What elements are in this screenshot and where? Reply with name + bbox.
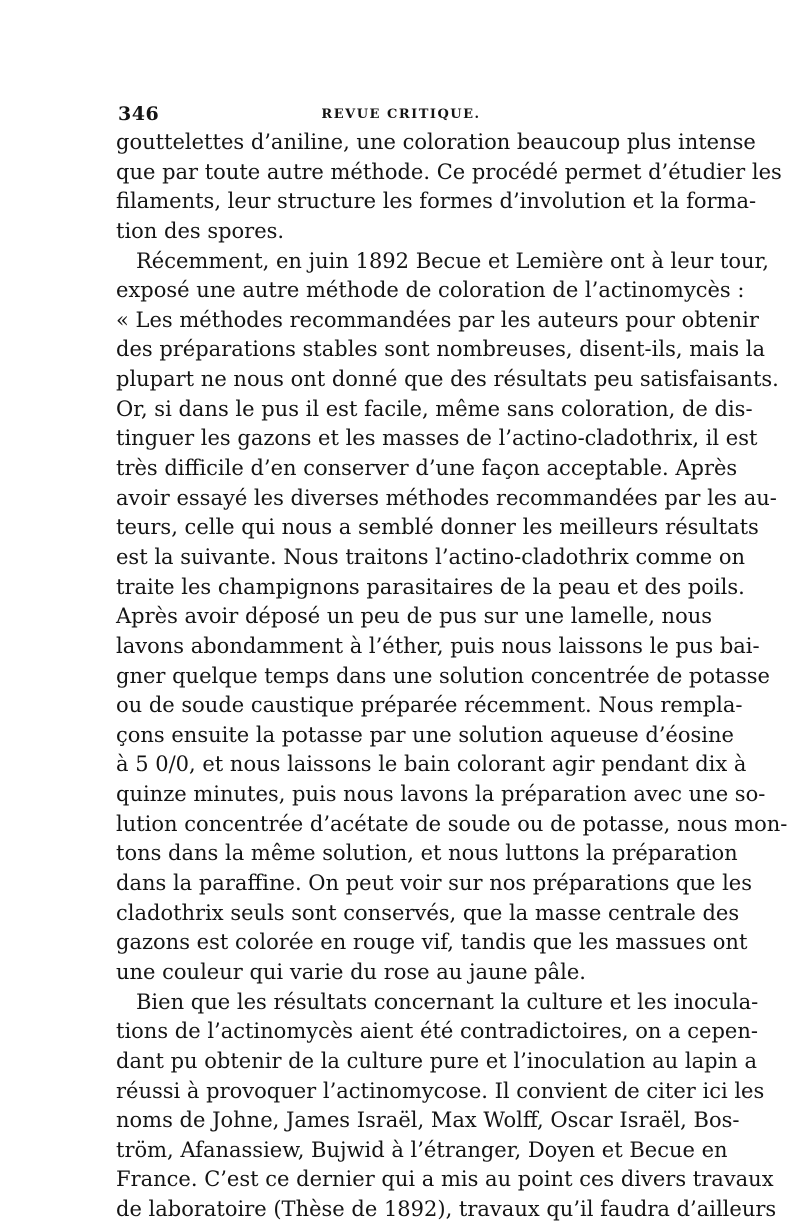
text-line: ou de soude caustique préparée récemment. Nous rempla- (116, 693, 743, 718)
text-line: tons dans la même solution, et nous luttons la préparation (116, 841, 738, 866)
text-line: exposé une autre méthode de coloration de l’actinomycès : (116, 278, 745, 303)
text-line: « Les méthodes recommandées par les auteurs pour obtenir (116, 307, 759, 332)
text-line: dant pu obtenir de la culture pure et l’inoculation au lapin a (116, 1048, 758, 1073)
text-line: gazons est colorée en rouge vif, tandis que les massues ont (116, 930, 748, 955)
text-line: noms de Johne, James Israël, Max Wolff, Oscar Israël, Bos- (116, 1108, 740, 1133)
text-line: Récemment, en juin 1892 Becue et Lemière ont à leur tour, (136, 248, 769, 273)
text-line: de laboratoire (Thèse de 1892), travaux qu’il faudra d’ailleurs (116, 1197, 777, 1222)
text-line: une couleur qui varie du rose au jaune pâle. (116, 959, 586, 984)
text-line: çons ensuite la potasse par une solution aqueuse d’éosine (116, 722, 734, 747)
text-line: à 5 0/0, et nous laissons le bain colorant agir pendant dix à (116, 752, 747, 777)
text-line: Après avoir déposé un peu de pus sur une lamelle, nous (116, 604, 713, 629)
body-text (116, 128, 788, 1225)
text-line: tion des spores. (116, 218, 285, 243)
text-line: gouttelettes d’aniline, une coloration beaucoup plus intense (116, 130, 756, 154)
text-line: filaments, leur structure les formes d’involution et la forma- (116, 189, 757, 214)
text-line: que par toute autre méthode. Ce procédé permet d’étudier les (116, 159, 782, 184)
text-line: réussi à provoquer l’actinomycose. Il convient de citer ici les (116, 1078, 765, 1103)
text-line: lution concentrée d’acétate de soude ou de potasse, nous mon- (116, 811, 788, 836)
running-head: REVUE CRITIQUE. (321, 107, 481, 122)
text-line: tröm, Afanassiew, Bujwid à l’étranger, Doyen et Becue en (116, 1137, 728, 1162)
page-header (118, 103, 684, 129)
text-line: dans la paraffine. On peut voir sur nos préparations que les (116, 871, 753, 896)
text-line: quinze minutes, puis nous lavons la préparation avec une so- (116, 782, 766, 807)
text-line: traite les champignons parasitaires de la peau et des poils. (116, 574, 745, 599)
page-number: 346 (118, 103, 160, 125)
text-line: gner quelque temps dans une solution concentrée de potasse (116, 663, 770, 688)
text-line: Or, si dans le pus il est facile, même sans coloration, de dis- (116, 396, 753, 421)
text-line: cladothrix seuls sont conservés, que la masse centrale des (116, 900, 740, 925)
text-line: des préparations stables sont nombreuses, disent-ils, mais la (116, 337, 766, 362)
text-line: est la suivante. Nous traitons l’actino-cladothrix comme on (116, 544, 746, 569)
text-line: très difficile d’en conserver d’une façon acceptable. Après (116, 456, 738, 481)
text-line: teurs, celle qui nous a semblé donner les meilleurs résultats (116, 515, 759, 540)
text-line: tions de l’actinomycès aient été contradictoires, on a cepen- (116, 1019, 758, 1044)
text-line: lavons abondamment à l’éther, puis nous laissons le pus bai- (116, 633, 760, 658)
text-line: tinguer les gazons et les masses de l’actino-cladothrix, il est (116, 426, 758, 451)
text-line: plupart ne nous ont donné que des résultats peu satisfaisants. (116, 367, 779, 392)
text-line: France. C’est ce dernier qui a mis au point ces divers travaux (116, 1167, 774, 1192)
text-line: avoir essayé les diverses méthodes recommandées par les au- (116, 485, 777, 510)
text-line: Bien que les résultats concernant la culture et les inocula- (136, 989, 759, 1014)
